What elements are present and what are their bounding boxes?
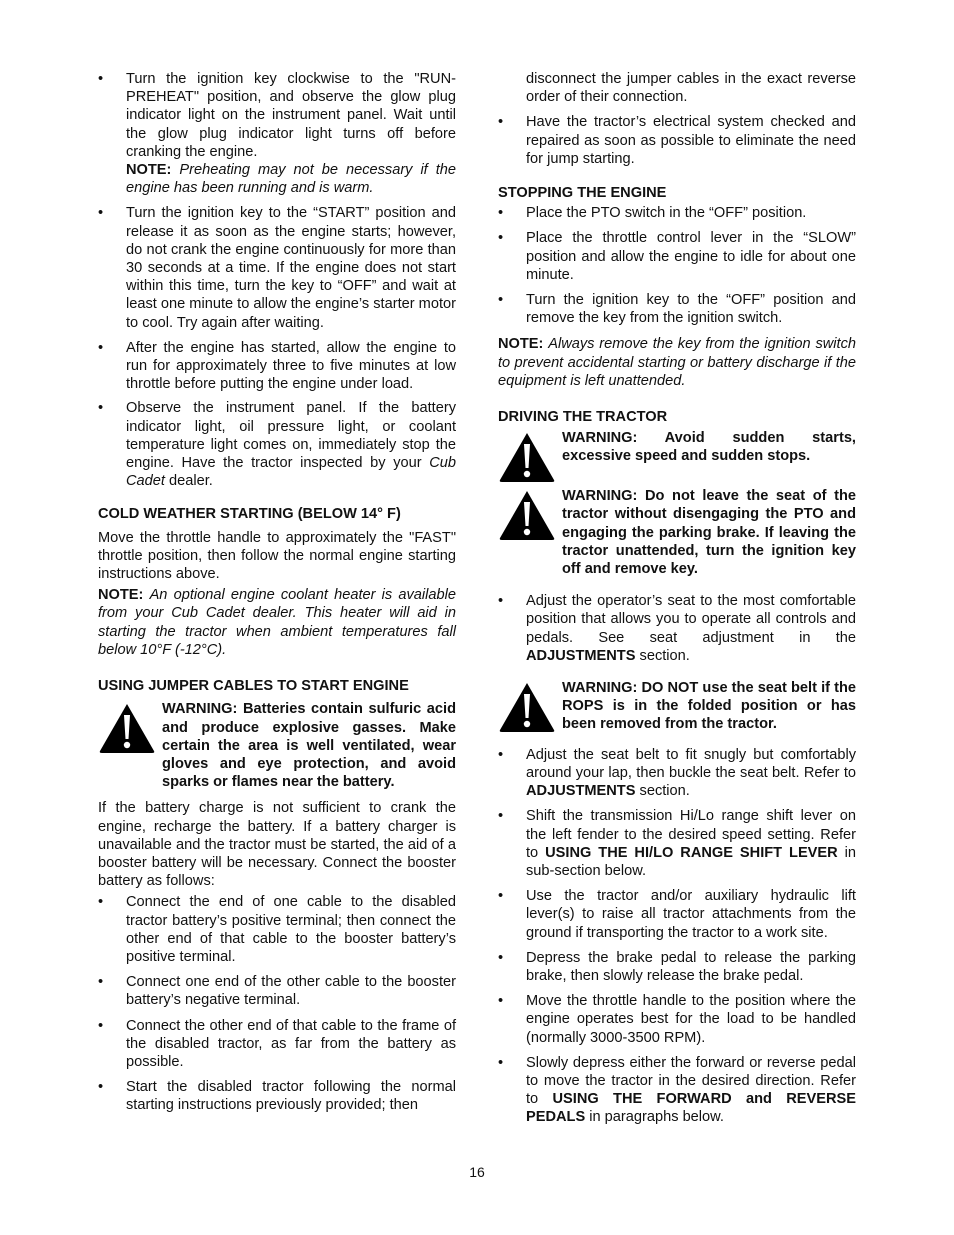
bullet: • — [98, 894, 104, 911]
note-text: An optional engine coolant heater is available from your Cub Cadet dealer. This heater will aid in starting the tractor when ambient temperatures fall below 10°F (-12°C). — [98, 587, 456, 658]
section-heading: DRIVING THE TRACTOR — [498, 409, 668, 426]
bullet-text: Turn the ignition key clockwise to the "RUN-PREHEAT" position, and observe the glow plug indicator light on the instrument panel. Wait until the glow plug indicator light turns off before cranking the engine. — [126, 71, 456, 160]
list-item — [498, 992, 856, 1047]
bullet-text: Connect the end of one cable to the disabled tractor battery’s positive terminal; then connect the other end of that cable to the booster battery’s positive terminal. — [126, 894, 456, 965]
list-item — [98, 973, 456, 1009]
reference: USING THE FORWARD and REVERSE PEDALS — [526, 1091, 856, 1126]
page-number: 16 — [469, 1164, 485, 1180]
bullet: • — [98, 205, 104, 222]
bullet: • — [98, 1079, 104, 1096]
bullet: • — [498, 993, 504, 1010]
list-item — [98, 70, 456, 197]
bullet-text: Have the tractor’s electrical system checked and repaired as soon as possible to eliminate the need for jump starting. — [526, 114, 856, 167]
bullet-text: Slowly depress either the forward or reverse pedal to move the tractor in the desired direction. Refer to — [526, 1054, 856, 1108]
bullet-text: section. — [639, 647, 690, 664]
section-heading: STOPPING THE ENGINE — [498, 185, 667, 202]
list-item — [498, 807, 856, 880]
paragraph: Move the throttle handle to approximately the "FAST" throttle position, then follow the normal engine starting instructions above. — [98, 529, 456, 583]
note — [498, 335, 856, 390]
bullet: • — [498, 593, 504, 610]
warning-text: WARNING: Avoid sudden starts, excessive speed and sudden stops. — [562, 430, 856, 465]
list-item — [498, 592, 856, 665]
section-heading: USING JUMPER CABLES TO START ENGINE — [98, 678, 409, 695]
bullet-text: Place the throttle control lever in the “SLOW” position and allow the engine to idle for about one minute. — [526, 230, 856, 283]
bullet-text: Connect one end of the other cable to the booster battery’s negative terminal. — [126, 974, 456, 1009]
list-item — [98, 339, 456, 394]
list-item-continued — [498, 70, 856, 106]
bullet-text: in sub-section below. — [526, 844, 856, 879]
bullet-text: Turn the ignition key to the “START” position and release it as soon as the engine starts; however, do not crank the engine continuously for more than 30 seconds at a time. If the engine does not start within this time, turn the key to “OFF” and wait at least one minute to allow the engine’s starter motor to cool. Try again after waiting. — [126, 205, 456, 331]
bullet-text: Connect the other end of that cable to the frame of the disabled tractor, as far from the battery as possible. — [126, 1017, 456, 1070]
bullet: • — [498, 808, 504, 825]
bullet-text: disconnect the jumper cables in the exact reverse order of their connection. — [526, 71, 856, 106]
bullet-text: Move the throttle handle to the position where the engine operates best for the load to be handled (normally 3000-3500 RPM). — [526, 993, 856, 1046]
bullet: • — [498, 230, 504, 247]
bullet: • — [498, 114, 504, 131]
list-item — [98, 204, 456, 331]
bullet-text: Turn the ignition key to the “OFF” position and remove the key from the ignition switch. — [526, 292, 856, 327]
bullet-text: section. — [639, 783, 690, 800]
warning-triangle-icon — [498, 431, 556, 483]
bullet: • — [498, 205, 504, 222]
bullet: • — [98, 1017, 104, 1034]
list-item — [98, 399, 456, 490]
section-heading: COLD WEATHER STARTING (BELOW 14° F) — [98, 506, 401, 523]
warning-block — [498, 679, 856, 734]
list-item — [498, 113, 856, 168]
warning-triangle-icon — [98, 702, 156, 754]
warning-text: WARNING: DO NOT use the seat belt if the ROPS is in the folded position or has been removed from the tractor. — [562, 680, 856, 733]
note-label: NOTE: — [498, 336, 544, 353]
warning-triangle-icon — [498, 489, 556, 541]
warning-block — [98, 700, 456, 791]
list-item — [498, 746, 856, 801]
list-item — [98, 1078, 456, 1114]
paragraph: If the battery charge is not sufficient to crank the engine, recharge the battery. If a battery charger is unavailable and the tractor must be started, the aid of a booster battery will be necessary. Connect the booster battery as follows: — [98, 800, 456, 890]
bullet-text: Adjust the operator’s seat to the most comfortable position that allows you to operate all controls and pedals. See seat adjustment in the — [526, 593, 856, 646]
warning-triangle-icon — [498, 681, 556, 733]
bullet-text: Observe the instrument panel. If the battery indicator light, oil pressure light, or coolant temperature light comes on, immediately stop the engine. Have the tractor inspected by your — [126, 400, 456, 472]
bullet-text: Place the PTO switch in the “OFF” position. — [526, 205, 807, 222]
bullet-text: Shift the transmission Hi/Lo range shift lever on the left fender to the desired speed setting. Refer to — [526, 808, 856, 861]
bullet: • — [498, 888, 504, 905]
bullet-text: Depress the brake pedal to release the parking brake, then slowly release the brake pedal. — [526, 949, 856, 984]
bullet: • — [98, 71, 104, 87]
warning-text: WARNING: Batteries contain sulfuric acid and produce explosive gasses. Make certain the area is well ventilated, wear gloves and eye protection, and avoid sparks or flames near the battery. — [162, 701, 456, 791]
list-item — [498, 291, 856, 327]
warning-text: WARNING: Do not leave the seat of the tractor without disengaging the PTO and engaging the parking brake. If leaving the tractor unattended, turn the ignition key off and remove key. — [562, 488, 856, 578]
list-item — [498, 887, 856, 942]
list-item — [498, 229, 856, 284]
reference: ADJUSTMENTS — [526, 647, 636, 664]
bullet: • — [498, 746, 504, 763]
list-item — [98, 893, 456, 966]
warning-block — [498, 429, 856, 483]
bullet-text: dealer. — [169, 473, 213, 490]
bullet-text: in paragraphs below. — [589, 1109, 724, 1126]
list-item — [498, 949, 856, 985]
list-item — [498, 1054, 856, 1127]
list-item — [498, 204, 856, 222]
note-text: Always remove the key from the ignition switch to prevent accidental starting or battery discharge if the equipment is left unattended. — [498, 336, 856, 389]
warning-block — [498, 487, 856, 578]
right-column — [498, 70, 856, 1134]
reference: USING THE HI/LO RANGE SHIFT LEVER — [545, 844, 838, 861]
bullet: • — [98, 339, 104, 356]
reference: ADJUSTMENTS — [526, 783, 636, 800]
bullet-text: After the engine has started, allow the engine to run for approximately three to five minutes at low throttle before putting the engine under load. — [126, 339, 456, 393]
note-text: Preheating may not be necessary if the engine has been running and is warm. — [126, 162, 456, 197]
bullet: • — [498, 292, 504, 309]
bullet: • — [498, 1054, 504, 1071]
bullet: • — [98, 400, 104, 417]
bullet-text: Start the disabled tractor following the normal starting instructions previously provided; then — [126, 1079, 456, 1114]
note-label: NOTE: — [126, 162, 172, 179]
bullet-text: Use the tractor and/or auxiliary hydraulic lift lever(s) to raise all tractor attachments from the ground if transporting the tractor to a work site. — [526, 888, 856, 941]
list-item — [98, 1017, 456, 1072]
bullet: • — [498, 949, 504, 966]
left-column — [98, 70, 456, 1122]
bullet-text: Adjust the seat belt to fit snugly but comfortably around your lap, then buckle the seat belt. Refer to — [526, 746, 856, 781]
note-label: NOTE: — [98, 587, 144, 604]
brand-name: Cub Cadet — [126, 455, 456, 490]
note — [98, 586, 456, 659]
bullet: • — [98, 974, 104, 991]
